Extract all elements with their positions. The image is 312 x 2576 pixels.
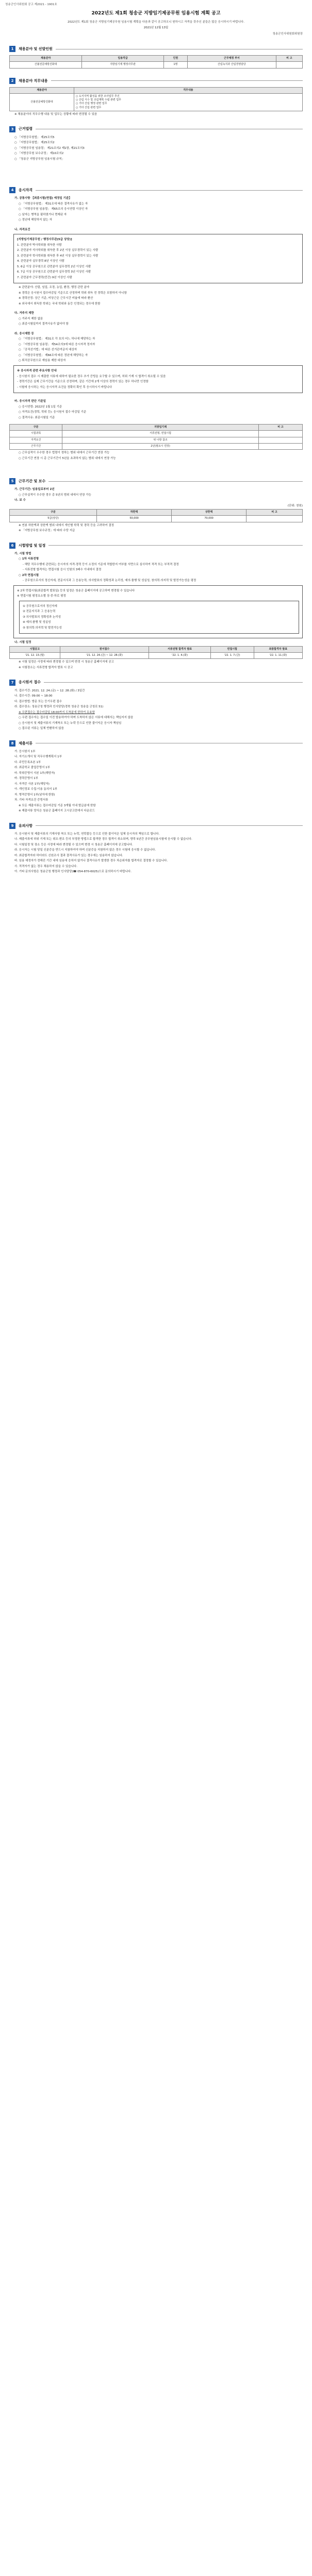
- list-item: 아. 개인정보 수집·이용 동의서 1부: [14, 788, 58, 791]
- section-heading: [9, 187, 303, 193]
- note-item: ※ 「지방공무원 보수규정」에 따라 수당 지급: [19, 529, 75, 533]
- list-item: ○ 「지방공무원법」 제31조에 따른 결격사유가 없는 자: [19, 202, 88, 206]
- list-item: - 서류전형 합격자는 면접시험 응시 인원의 3배수 이내에서 결정: [23, 568, 102, 572]
- section-heading: [9, 478, 303, 484]
- section-title: 근거법령: [19, 127, 33, 131]
- list-item: ○ 「공직선거법」에 따른 선거관여금지 대상자: [19, 348, 77, 352]
- issuing-org: 청송군인사위원회위원장: [272, 32, 303, 36]
- section-number: 5: [9, 478, 15, 484]
- notice-box: [13, 365, 303, 393]
- table-header-row: [10, 510, 303, 516]
- section-title: 근무기간 및 보수: [19, 479, 46, 484]
- list-item: ○ 1차 서류전형: [19, 557, 39, 561]
- section-rule: [36, 190, 303, 191]
- subsection-title: 나. 자격요건: [14, 228, 30, 231]
- note-item: ※ 모든 제출서류는 접수마감일 기준 3개월 이내 발급분에 한함: [19, 804, 96, 807]
- section-heading: [9, 46, 303, 52]
- list-item: ○ 「지방공무원 임용령」 제54조의3에 따른 응시자격 정지자: [19, 343, 95, 346]
- list-item: 바. 임용 예정자가 정해진 기간 내에 임용에 응하지 않거나 결격사유가 발생한 경우 차순위자를 합격자로 결정할 수 있습니다.: [14, 859, 168, 863]
- list-item: 나. 제출서류에 허위 기재 또는 위조·변조 등의 부정한 방법으로 합격한 경우 합격이 취소되며, 향후 5년간 공무원임용시험에 응시할 수 없습니다.: [14, 838, 192, 841]
- section-title: 채용분야 직무내용: [19, 78, 48, 83]
- table-cell: [258, 437, 302, 443]
- list-item: ○ 거주지 제한 없음: [19, 317, 43, 320]
- section-heading: [9, 823, 303, 829]
- section-eligibility: [9, 187, 303, 461]
- table-header: 상한액: [172, 510, 247, 516]
- list-item: 1. 관련분야 박사학위를 취득한 사람: [17, 243, 62, 247]
- eligibility-table: [9, 424, 303, 450]
- table-header: 지방임기제: [62, 425, 259, 431]
- notice-number: 청송군인사위원회 공고 제2021 - 1901호: [5, 3, 57, 6]
- table-row: [10, 443, 303, 449]
- table-cell: 자격요건: [10, 437, 62, 443]
- table-row: [10, 62, 303, 68]
- section-heading: [9, 78, 303, 84]
- section-rule: [51, 80, 303, 81]
- list-item: ○ 「지방공무원 보수규정」 제10조의2: [14, 152, 64, 156]
- table-header: 근무예정 부서: [188, 56, 276, 62]
- table-cell: 5급(상당): [10, 516, 97, 522]
- box-line: ※ 2차 면접시험(최종합격 발표일) 등의 일정은 청송군 홈페이지에 공고하며 변경될 수 있습니다: [17, 589, 135, 592]
- list-item: 4. 관련분야 실무경력 8년 이상인 사람: [17, 260, 64, 263]
- subsection-title: 나. 보 수: [14, 499, 26, 502]
- page-title: 2022년도 제1회 청송군 지방임기제공무원 임용시험 계획 공고: [91, 11, 221, 16]
- section-recruitment: [9, 46, 303, 69]
- qualification-box: [13, 234, 303, 283]
- section-documents: [9, 740, 303, 814]
- table-cell: 1명: [163, 62, 187, 68]
- section-legal-basis: [9, 126, 303, 162]
- table-header-row: [10, 56, 303, 62]
- note-item: ※ 연봉 하한액과 상한액 범위 내에서 개인별 학력 및 경력 등을 고려하여 결정: [19, 523, 114, 527]
- unit-label: (단위: 천원): [287, 504, 303, 507]
- section-rule: [48, 481, 303, 482]
- section-title: 제출서류: [19, 741, 33, 745]
- criteria-item: ③ 의사발표의 정확성과 논리성: [23, 615, 61, 619]
- duty-item: ○ 산림 식수 및 조림계획 수립 관련 업무: [75, 98, 121, 102]
- table-header-row: [10, 87, 303, 93]
- note-item: ※ 관련분야: 산림, 임업, 조경, 농업, 환경, 행정 관련 분야: [19, 286, 90, 290]
- section-rule: [36, 825, 303, 826]
- box-line: - 응시원서 접수 시 제출한 서류에 대하여 필요한 경우 추가 증빙을 요구할 수 있으며, 허위 기재 시 합격이 취소될 수 있음: [17, 375, 166, 378]
- table-header: 최종합격자 발표: [254, 646, 302, 652]
- section-number: 3: [9, 126, 15, 132]
- table-row: [10, 437, 303, 443]
- list-item: 나. 자기소개서 및 직무수행계획서 1부: [14, 755, 62, 759]
- table-header: 시험공고: [10, 646, 60, 652]
- section-number: 2: [9, 78, 15, 84]
- subsection-title: 라. 응시제한 등: [14, 332, 34, 335]
- table-header: 면접시험: [210, 646, 254, 652]
- list-item: ○ 「지방공무원법」 제66조에 따른 정년에 해당하는 자: [19, 353, 88, 357]
- section-precautions: [9, 823, 303, 874]
- list-item: ○ 최종시험일까지 결격사유가 없어야 함: [19, 323, 69, 326]
- table-header: 비 고: [276, 56, 302, 62]
- list-item: 마. 학위증명서 사본 1부(해당자): [14, 771, 55, 775]
- box-line: - 시험에 응시하는 자는 응시자격 요건을 정확히 확인 후 응시하시기 바랍니다: [17, 385, 112, 389]
- table-header: 인원: [163, 56, 187, 62]
- list-item: ○ 「지방공무원법」 제31조 각 호의 어느 하나에 해당하는 자: [19, 337, 95, 341]
- section-term-and-pay: [9, 478, 303, 533]
- list-item: ○ 응시연령: 2022년 1월 1일 기준: [19, 405, 62, 409]
- list-item: ○ 「지방공무원법」 제25조의5: [14, 135, 55, 139]
- table-header: 구분: [10, 425, 62, 431]
- note-item: ○ 근무실적이 우수한 경우 법령이 정하는 범위 내에서 근무기간 연장 가능: [19, 451, 110, 455]
- list-item: ○ 퇴직공무원으로 재임용 제한 대상자: [19, 359, 66, 363]
- list-item: 가. 접수기간: 2021. 12. 24.(금) ~ 12. 28.(화) / 3일간: [14, 689, 85, 692]
- table-cell: 산불전문예방진화대: [10, 62, 82, 68]
- list-item: ○ 2차 면접시험: [19, 573, 39, 577]
- table-header: 서류전형 합격자 발표: [149, 646, 211, 652]
- list-item: 아. 기타 문의사항은 청송군청 행정과 인사담당(☎ 054-870-6025)으로 문의하시기 바랍니다.: [14, 870, 132, 874]
- section-number: 4: [9, 187, 15, 193]
- list-item: 다. 접수방법: 방문 또는 등기우편 접수: [14, 700, 62, 703]
- section-number: 1: [9, 46, 15, 52]
- box-line: - 경력기간은 실제 근무기간을 기준으로 산정하며, 같은 기간에 2개 이상의 경력이 있는 경우 하나만 인정함: [17, 380, 149, 384]
- list-item: 나. 접수시간: 09:00 ~ 18:00: [14, 694, 53, 698]
- intro-text: 2022년도 제1회 청송군 지방임기제공무원 임용시험 계획을 다음과 같이 공고하오니 원하시고 자격을 갖추신 분들은 많은 응시하시기 바랍니다.: [67, 21, 244, 24]
- criteria-item: ⑤ 창의력·의지력 및 발전가능성: [23, 626, 62, 630]
- duty-item: ○ 도서지역 활성을 위한 조사업무 추진: [75, 94, 120, 98]
- table-row: [10, 516, 303, 522]
- note-item: ※ 시험장소는 서류전형 합격자 발표 시 공고: [19, 666, 73, 669]
- section-heading: [9, 126, 303, 132]
- table-cell: 서류전형, 면접시험: [62, 431, 259, 437]
- list-item: - 공무원으로서의 정신자세, 전문지식과 그 응용능력, 의사발표의 정확성과 논리성, 예의·품행 및 성실성, 창의력·의지력 및 발전가능성을 평정: [23, 579, 196, 583]
- list-item: 라. 응시자는 시험 당일 신분증을 반드시 지참하여야 하며 신분증을 지참하지 않은 경우 시험에 응시할 수 없습니다.: [14, 849, 156, 852]
- criteria-item: ① 공무원으로서의 정신자세: [23, 604, 57, 608]
- list-item: 다. 시험일정 및 장소 등은 사정에 따라 변경될 수 있으며 변경 시 청송군 홈페이지에 공고합니다.: [14, 843, 133, 846]
- table-row: [10, 653, 303, 659]
- table-header: 비 고: [247, 510, 303, 516]
- box-line: ※ 면접시험 평정요소별 상·중·하로 평정: [17, 595, 66, 598]
- list-item: 3. 관련분야 학사학위를 취득한 후 4년 이상 실무경력이 있는 사람: [17, 254, 98, 258]
- criteria-item: ② 전문지식과 그 응용능력: [23, 610, 56, 614]
- list-item: ○ 접수된 서류는 일체 반환하지 않음: [19, 727, 64, 731]
- list-item: 마. 최종합격자라 하더라도 신원조사 결과 결격사유가 있는 경우에는 임용하지 않습니다.: [14, 854, 123, 857]
- duties-note: ※ 채용분야의 직무수행 내용 및 업무는 상황에 따라 변경될 수 있음: [14, 112, 97, 116]
- list-item: ○ 「청송군 지방공무원 임용시험 규칙」: [14, 157, 65, 161]
- table-cell: 2년(필요시 연장): [62, 443, 259, 449]
- table-header: 비 고: [258, 425, 302, 431]
- list-item: ○ 「지방공무원법」 제25조의2: [14, 141, 55, 145]
- list-item: ○ 근무실적이 우수한 경우 총 5년의 범위 내에서 연장 가능: [19, 493, 91, 497]
- subsection-title: 마. 응시자격 판단 기준일: [14, 400, 46, 403]
- list-item: 자. 병적증명서 1부(남자에 한함): [14, 793, 55, 796]
- list-item: ※ 우편접수는 접수마감일 18:00까지 도착분에 한하여 유효함: [19, 710, 95, 714]
- subsection-title: 나. 시험 일정: [14, 641, 31, 645]
- list-item: ○ 남자는 병역을 필하였거나 면제된 자: [19, 213, 67, 216]
- section-exam: [9, 543, 303, 670]
- schedule-table: [9, 646, 303, 659]
- section-heading: [9, 680, 303, 686]
- note-item: ※ 경력은 응시원서 접수마감일 기준으로 산정하며 학위 취득 전 경력은 포함하지 아니함: [19, 291, 127, 295]
- table-cell: '22. 1. 4.(화): [149, 653, 211, 659]
- table-cell: [258, 431, 302, 437]
- section-heading: [9, 740, 303, 747]
- note-item: ○ 근무기간 연장 시 총 근무기간이 5년을 초과하지 않는 범위 내에서 연장 가능: [19, 456, 116, 460]
- table-cell: 위 나항 참조: [62, 437, 259, 443]
- table-header-row: [10, 425, 303, 431]
- list-item: ○ 결격사유: 최종시험일 기준: [19, 416, 55, 419]
- list-item: 7. 관련분야 근무경력(민간) 9년 이상인 사람: [17, 276, 72, 279]
- list-item: ○ 응시원서 및 제출서류의 기재착오 또는 누락 등으로 인한 불이익은 응시자 책임임: [19, 721, 122, 725]
- table-header-row: [10, 646, 303, 652]
- table-header: 직무내용: [74, 87, 302, 93]
- section-number: 8: [9, 740, 15, 747]
- list-item: 5. 6급 이상 공무원으로 관련분야 실무경력 2년 이상인 사람: [17, 265, 91, 268]
- note-item: ※ 제출서류 양식은 청송군 홈페이지 고시공고란에서 다운로드: [19, 809, 95, 813]
- exam-notice-box: [13, 585, 303, 639]
- box-title: [지방임기제공무원 / 행정사무관(5급 상당)]: [17, 238, 72, 242]
- table-header: 구분: [10, 510, 97, 516]
- list-item: 다. 주민등록초본 1부: [14, 760, 41, 764]
- subsection-title: 가. 공통사항 【최종시험(면접) 예정일 기준】: [14, 197, 72, 200]
- table-cell: '22. 1. 11.(화): [254, 653, 302, 659]
- section-title: 시험방법 및 일정: [19, 543, 46, 548]
- list-item: ○ 정년에 해당하지 않는 자: [19, 218, 52, 222]
- duty-item: ○ 기타 산림 관련 업무: [75, 106, 102, 109]
- table-cell: 시험과목: [10, 431, 62, 437]
- section-title: 응시자격: [19, 188, 33, 192]
- subsection-title: 다. 거주지 제한: [14, 312, 34, 315]
- table-cell: [258, 443, 302, 449]
- list-item: 2. 관련분야 석사학위를 취득한 후 2년 이상 실무경력이 있는 사람: [17, 249, 98, 252]
- list-item: 사. 자격증 사본 1부(해당자): [14, 782, 50, 786]
- list-item: 가. 응시원서 1부: [14, 750, 36, 753]
- section-rule: [48, 545, 303, 546]
- notice-date: 2021년 12월 13일: [143, 26, 169, 30]
- list-item: ○ 「지방공무원 임용령」 제21조의2 제1항, 제21조의3: [14, 146, 85, 150]
- duties-table: [9, 87, 303, 111]
- list-item: - 해당 직무수행에 관련되는 응시자의 자격·경력 등이 소정의 기준에 적합한지 여부를 서면으로 심사하여 적격 또는 부적격 결정: [23, 563, 179, 566]
- section-title: 채용분야 및 선발인원: [19, 47, 53, 52]
- list-item: 가. 응시원서 및 제출서류의 기재사항 착오 또는 누락, 연락불능 등으로 인한 불이익은 일체 응시자의 책임으로 합니다.: [14, 832, 160, 836]
- subsection-title: 가. 시험 방법: [14, 552, 31, 555]
- list-item: ○ 자격요건(경력, 학위 등): 응시원서 접수 마감일 기준: [19, 411, 87, 414]
- list-item: 라. 최종학교 졸업증명서 1부: [14, 766, 50, 770]
- table-cell: '21. 12. 24.(금) ~ 12. 28.(화): [60, 653, 149, 659]
- list-item: 사. 적격자가 없는 경우 채용하지 않을 수 있습니다.: [14, 865, 77, 868]
- table-row: [10, 431, 303, 437]
- section-number: 9: [9, 823, 15, 829]
- note-item: ※ 시험 일정은 사정에 따라 변경될 수 있으며 변경 시 청송군 홈페이지에 공고: [19, 660, 114, 664]
- table-header: 임용직급: [82, 56, 163, 62]
- note-item: ※ 외국에서 취득한 학위는 국내 학위와 동등 인정되는 경우에 한함: [19, 302, 101, 306]
- section-heading: [9, 543, 303, 549]
- table-row: [10, 93, 303, 111]
- box-line: ※ 응시자격 관련 주요사항 안내: [17, 369, 57, 372]
- table-cell: 산불전문예방진화대: [10, 93, 74, 111]
- table-cell: 지방임기제 행정사무관: [82, 62, 163, 68]
- table-cell: [247, 516, 303, 522]
- table-cell: [276, 62, 302, 68]
- list-item: ○ 우편 접수자는 접수일 이전 발송하여야 하며 도착하지 않은 서류에 대해서는 책임지지 않음: [19, 716, 134, 720]
- list-item: 6. 7급 이상 공무원으로 관련분야 실무경력 3년 이상인 사람: [17, 270, 91, 274]
- subsection-title: 가. 근무기간: 임용일로부터 2년: [14, 488, 55, 492]
- note-item: ※ 경력산정: 상근 기준, 비상근은 근무시간 비율에 따라 환산: [19, 297, 93, 300]
- table-header: 채용분야: [10, 56, 82, 62]
- list-item: 차. 기타 자격요건 증빙서류: [14, 799, 48, 802]
- list-item: 바. 경력증명서 1부: [14, 777, 38, 781]
- table-cell: 산림녹지과 산림경영담당: [188, 62, 276, 68]
- criteria-box: [19, 601, 299, 634]
- table-header: 하한액: [97, 510, 172, 516]
- list-item: 라. 접수장소: 청송군청 행정과 인사담당(경북 청송군 청송읍 군청로 51): [14, 705, 104, 709]
- section-number: 7: [9, 680, 15, 686]
- section-title: 응시원서 접수: [19, 680, 41, 685]
- criteria-item: ④ 예의·품행 및 성실성: [23, 621, 51, 624]
- duty-item: ○ 기타 산림 행정 관련 업무: [75, 102, 107, 106]
- table-cell: 50,000: [97, 516, 172, 522]
- section-rule: [44, 682, 303, 683]
- duties-cell: [74, 93, 302, 111]
- pay-table: [9, 509, 303, 522]
- table-cell: '22. 1. 7.(금): [210, 653, 254, 659]
- table-cell: 근무기간: [10, 443, 62, 449]
- section-duties: [9, 78, 303, 117]
- section-application: [9, 680, 303, 731]
- table-header: 원서접수: [60, 646, 149, 652]
- table-header: 채용분야: [10, 87, 74, 93]
- table-cell: '21. 12. 13.(월): [10, 653, 60, 659]
- section-number: 6: [9, 543, 15, 549]
- section-title: 유의사항: [19, 823, 33, 828]
- list-item: ○ 「지방공무원 임용령」 제65조의 응시연령 이상인 자: [19, 208, 88, 211]
- recruitment-table: [9, 55, 303, 69]
- table-cell: 70,000: [172, 516, 247, 522]
